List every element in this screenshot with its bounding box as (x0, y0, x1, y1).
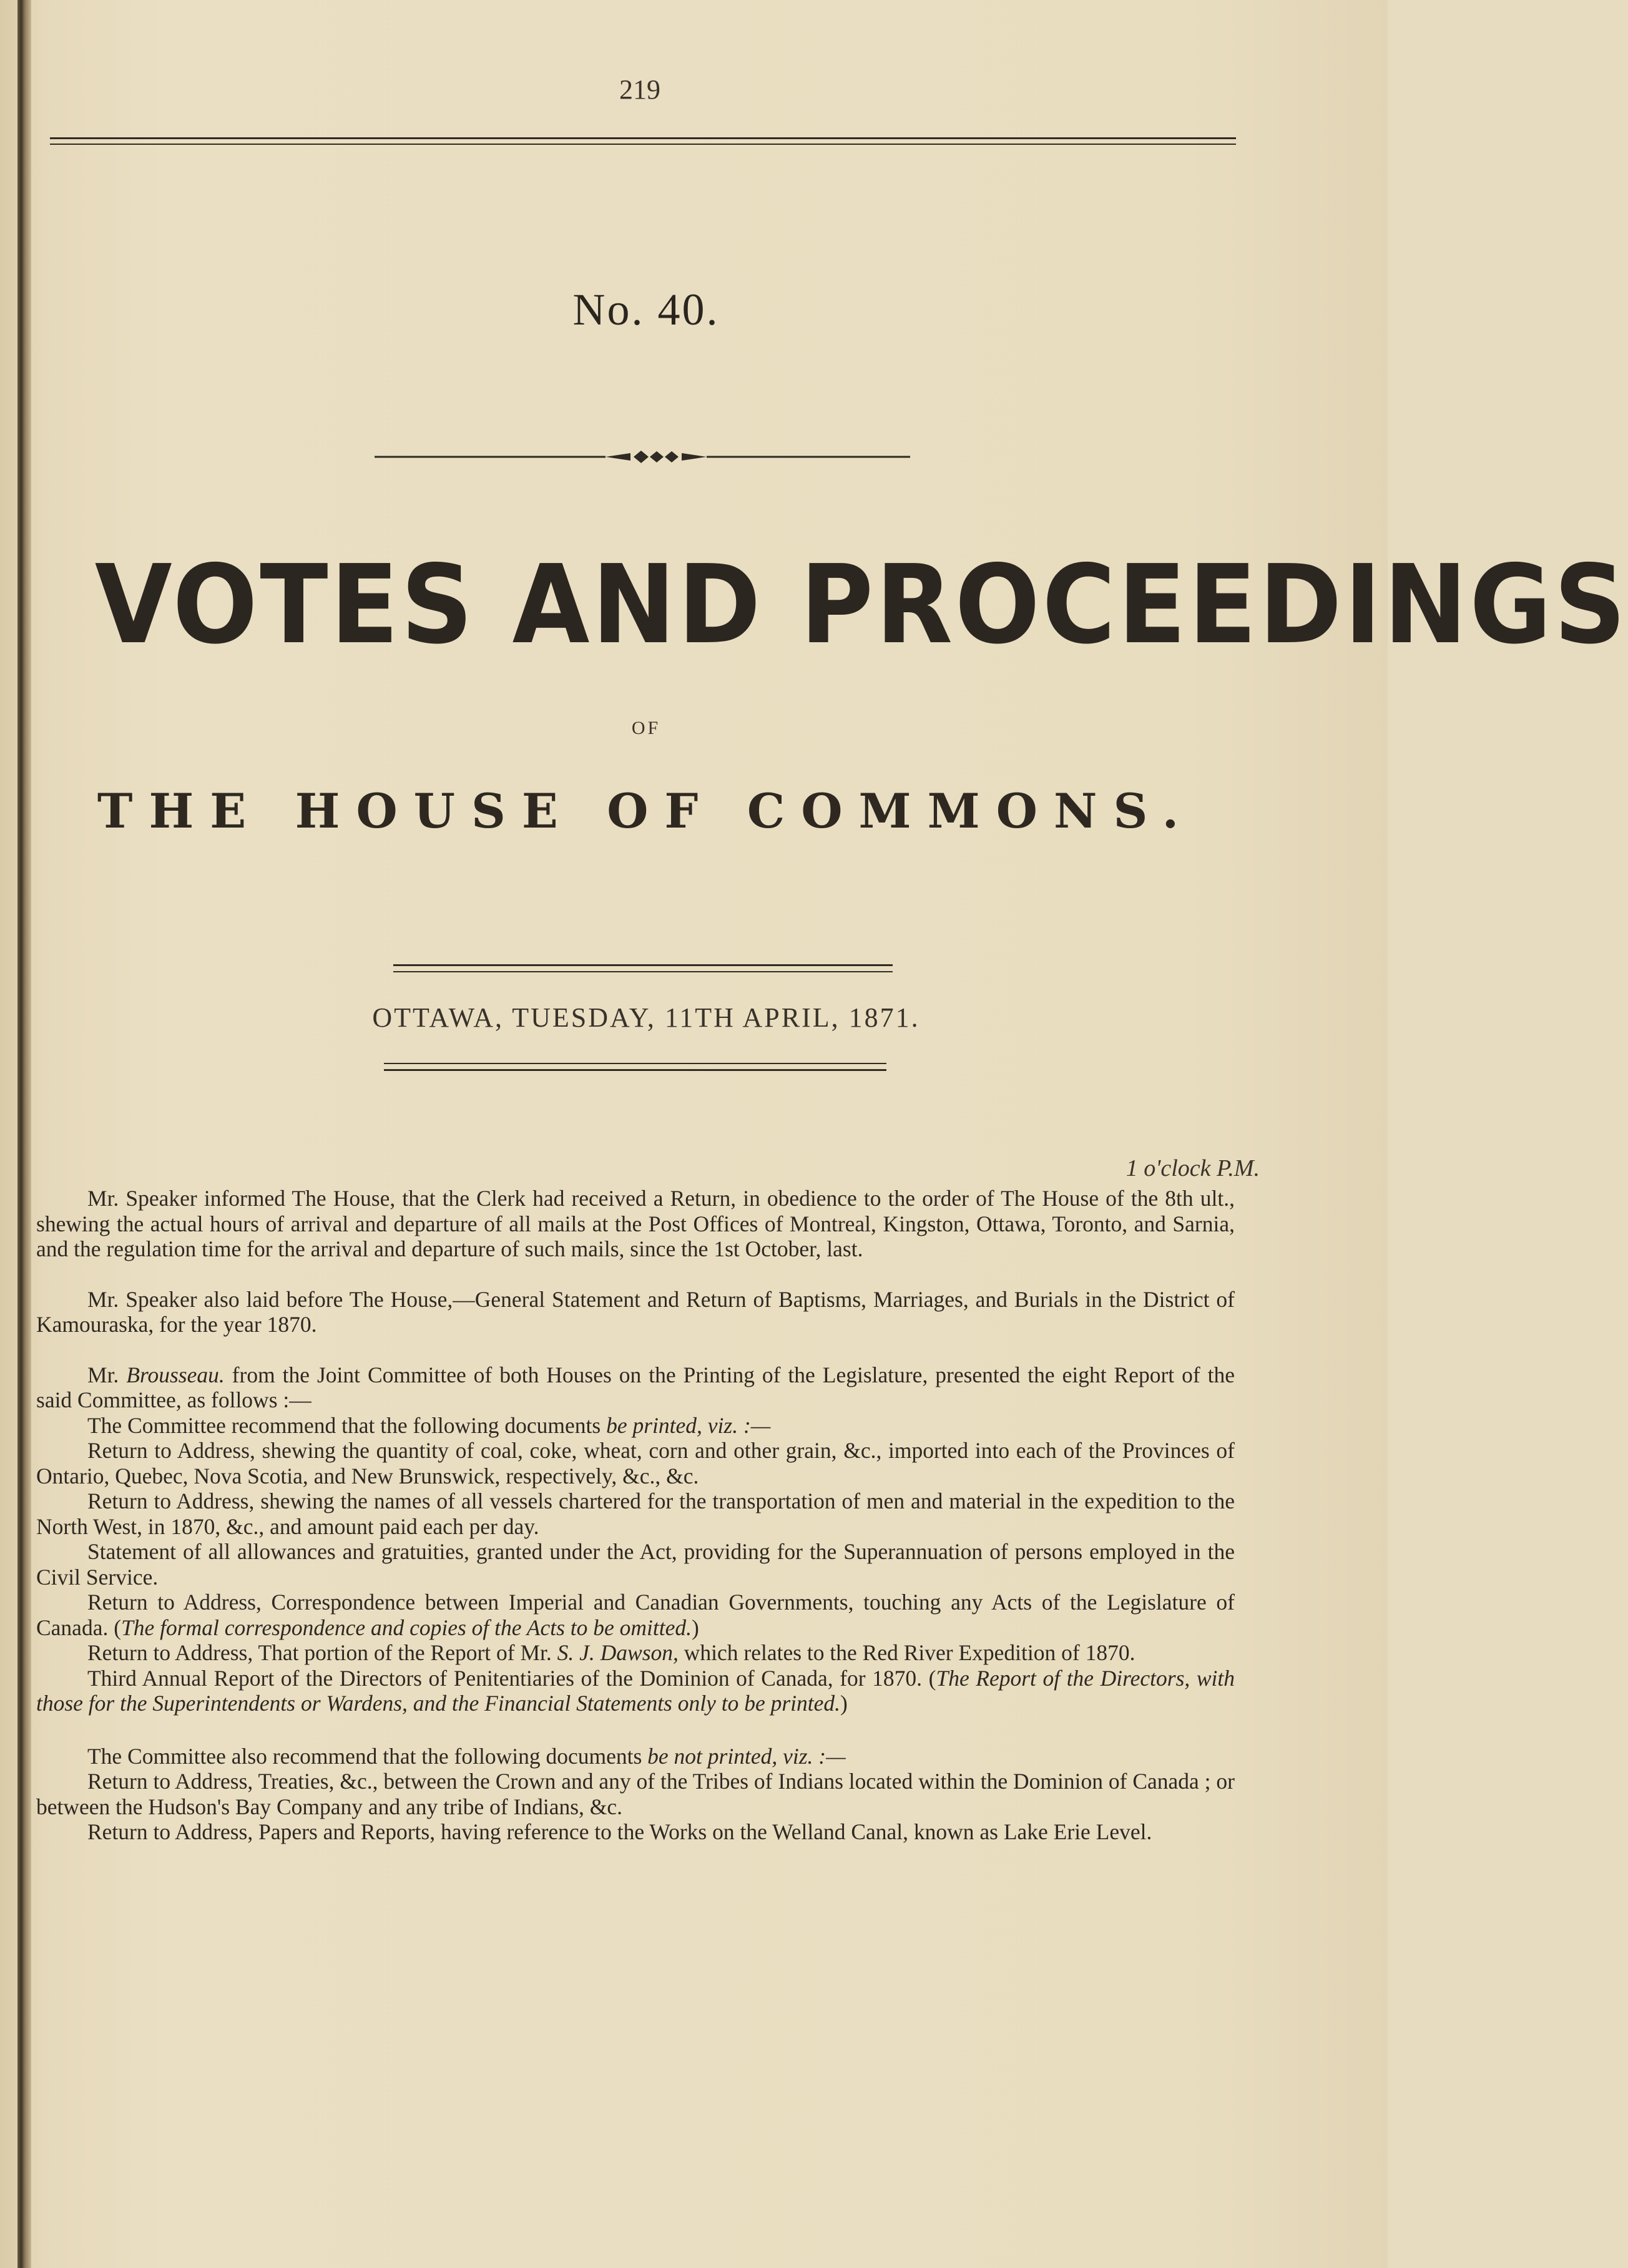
paragraph (36, 1744, 1235, 1769)
italic-text: Brousseau. (126, 1362, 225, 1387)
header-rule-top (50, 137, 1236, 139)
text-run: Statement of all allowances and gratuities, granted under the Act, providing for the Superannuation of persons employed in the Civil Service. (36, 1539, 1235, 1590)
paragraph (36, 1413, 1235, 1439)
text-run: Return to Address, Correspondence between Imperial and Canadian Governments, touching any Acts of the Legislature of Canada. ( (36, 1590, 1235, 1640)
italic-text: The Report of the Directors, with those for the Superintendents or Wardens, and the Financial Statements only to be printed. (36, 1665, 1235, 1716)
header-rule-bottom (50, 144, 1236, 145)
text-run: ) (692, 1615, 699, 1640)
text-run: from the Joint Committee of both Houses on the Printing of the Legislature, presented the eight Report of the said Committee, as follows :— (36, 1362, 1235, 1412)
text-run: Return to Address, shewing the quantity of coal, coke, wheat, corn and other grain, &c., imported into each of the Provinces of Ontario, Quebec, Nova Scotia, and New Brunswick, respectively, &c., &c. (36, 1438, 1235, 1488)
house-title: THE HOUSE OF COMMONS. (97, 783, 1195, 839)
paragraph (36, 1488, 1235, 1539)
paragraph (36, 1362, 1235, 1413)
italic-text: be not printed, viz. :— (647, 1743, 846, 1769)
text-run: Return to Address, shewing the names of all vessels chartered for the transportation of men and material in the expedition to the North West, in 1870, &c., and amount paid each per day. (36, 1488, 1235, 1539)
paragraph (36, 1769, 1235, 1819)
text-run: The Committee also recommend that the following documents (87, 1743, 648, 1769)
document-number: No. 40. (572, 285, 720, 335)
paragraph (36, 1819, 1235, 1845)
main-title: VOTES AND PROCEEDINGS (94, 542, 1628, 668)
sitting-time: 1 o'clock P.M. (1125, 1155, 1260, 1181)
paragraph (36, 1438, 1235, 1488)
page-number: 219 (619, 74, 660, 105)
paragraph (36, 1666, 1235, 1716)
italic-text: The formal correspondence and copies of the Acts to be omitted. (121, 1615, 692, 1640)
proceedings-body (36, 1186, 1235, 1845)
paragraph (36, 1590, 1235, 1640)
text-run: Third Annual Report of the Directors of Penitentiaries of the Dominion of Canada, for 1870. ( (87, 1665, 936, 1691)
text-run: Mr. (87, 1362, 127, 1387)
text-run: ) (840, 1691, 848, 1716)
text-run: Return to Address, That portion of the Report of Mr. (87, 1640, 557, 1665)
text-run: The Committee recommend that the following documents (87, 1412, 607, 1438)
text-run: Mr. Speaker informed The House, that the Clerk had received a Return, in obedience to the order of The House of the 8th ult., shewing the actual hours of arrival and departure of all mails at the Post Offices of Montreal, Kingston, Ottawa, Toronto, and Sarnia, and the regulation time for the arrival and departure of such mails, since the 1st October, last. (36, 1186, 1235, 1261)
paragraph (36, 1186, 1235, 1262)
paragraph (36, 1640, 1235, 1666)
italic-text: be printed, viz. :— (606, 1412, 771, 1438)
date-rule-top-1 (393, 964, 893, 966)
text-run: which relates to the Red River Expedition of 1870. (678, 1640, 1135, 1665)
paragraph (36, 1287, 1235, 1337)
text-run: Return to Address, Papers and Reports, having reference to the Works on the Welland Canal, known as Lake Erie Level. (87, 1819, 1152, 1844)
text-run: Return to Address, Treaties, &c., between the Crown and any of the Tribes of Indians located within the Dominion of Canada ; or between the Hudson's Bay Company and any tribe of Indians, &c. (36, 1769, 1235, 1819)
of-label: OF (631, 718, 661, 738)
ornament-rule (375, 443, 918, 468)
date-rule-top-2 (393, 971, 893, 972)
text-run: Mr. Speaker also laid before The House,—General Statement and Return of Baptisms, Marriages, and Burials in the District of Kamouraska, for the year 1870. (36, 1286, 1235, 1337)
date-rule-bottom-2 (384, 1069, 886, 1071)
date-line: OTTAWA, TUESDAY, 11TH APRIL, 1871. (372, 1002, 920, 1033)
italic-text: S. J. Dawson, (557, 1640, 679, 1665)
binding-edge (17, 0, 31, 2268)
date-rule-bottom-1 (384, 1063, 886, 1064)
paragraph (36, 1539, 1235, 1590)
